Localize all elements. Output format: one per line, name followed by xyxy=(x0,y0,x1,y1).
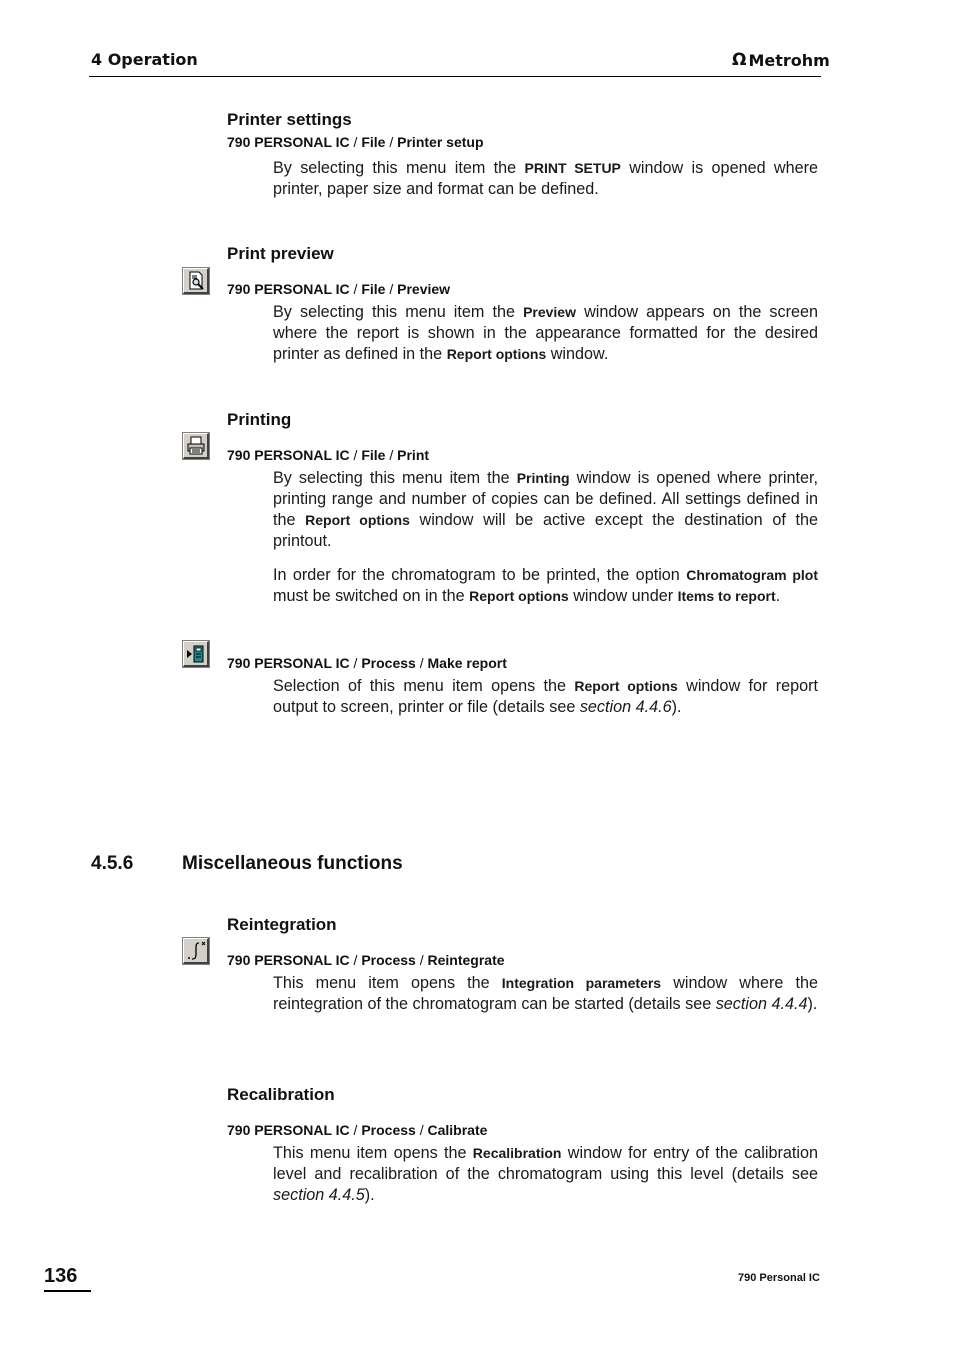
term-report-options: Report options xyxy=(305,512,410,528)
page-number-rule xyxy=(44,1290,91,1292)
term-chromatogram-plot: Chromatogram plot xyxy=(686,567,819,583)
print-preview-icon[interactable] xyxy=(183,268,209,294)
metrohm-logo xyxy=(732,50,830,70)
paragraph-recalibration: This menu item opens the Recalibration window for entry of the calibration level and recalibration of the chromatogram using this level (details see section 4.4.5). xyxy=(273,1144,818,1204)
term-items-to-report: Items to report xyxy=(677,588,776,604)
heading-recalibration: Recalibration xyxy=(227,1085,335,1104)
term-printing: Printing xyxy=(516,470,570,486)
menu-path-preview: 790 PERSONAL IC / File / Preview xyxy=(227,281,451,297)
paragraph-make-report: Selection of this menu item opens the Report options window for report output to screen, printer or file (details see section 4.4.6). xyxy=(273,677,818,716)
menu-path-make-report: 790 PERSONAL IC / Process / Make report xyxy=(227,655,507,671)
heading-print-preview: Print preview xyxy=(227,244,334,263)
page-number: 136 xyxy=(44,1265,78,1287)
section-reference: section 4.4.5 xyxy=(273,1186,365,1204)
section-reference: section 4.4.6 xyxy=(579,698,672,716)
menu-path-print: 790 PERSONAL IC / File / Print xyxy=(227,447,430,463)
menu-path-calibrate: 790 PERSONAL IC / Process / Calibrate xyxy=(227,1122,488,1138)
paragraph-printer-settings: By selecting this menu item the PRINT SETUP window is opened where printer, paper size and format can be defined. xyxy=(273,159,818,198)
paragraph-reintegration: This menu item opens the Integration parameters window where the reintegration of the chromatogram can be started (details see section 4.4.4). xyxy=(273,974,818,1013)
paragraph-print-preview: By selecting this menu item the Preview window appears on the screen where the report is shown in the appearance formatted for the desired printer as defined in the Report options window. xyxy=(273,303,818,363)
omega-logo-icon: Ω xyxy=(732,50,747,70)
header-rule xyxy=(89,76,821,77)
term-preview: Preview xyxy=(523,304,576,320)
running-header-chapter: 4 Operation xyxy=(91,50,198,69)
printer-icon[interactable] xyxy=(183,433,209,459)
footer-product-name: 790 Personal IC xyxy=(738,1272,820,1284)
logo-text: Metrohm xyxy=(748,50,830,70)
term-integration-parameters: Integration parameters xyxy=(501,975,662,991)
section-heading-miscellaneous: 4.5.6 Miscellaneous functions xyxy=(91,853,403,874)
term-report-options: Report options xyxy=(469,588,569,604)
paragraph-printing-2: In order for the chromatogram to be printed, the option Chromatogram plot must be switched on in the Report options window under Items to report. xyxy=(273,566,819,605)
term-report-options: Report options xyxy=(446,346,547,362)
make-report-icon[interactable] xyxy=(183,641,209,667)
menu-path-printer-setup: 790 PERSONAL IC / File / Printer setup xyxy=(227,134,484,150)
term-report-options: Report options xyxy=(574,678,678,694)
term-recalibration: Recalibration xyxy=(472,1145,562,1161)
paragraph-printing-1: By selecting this menu item the Printing window is opened where printer, printing range and number of copies can be defined. All settings defined in the Report options window will be active except the destination of the printout. xyxy=(273,469,818,550)
term-print-setup: PRINT SETUP xyxy=(524,160,621,176)
heading-printer-settings: Printer settings xyxy=(227,110,352,129)
heading-reintegration: Reintegration xyxy=(227,915,337,934)
menu-path-reintegrate: 790 PERSONAL IC / Process / Reintegrate xyxy=(227,952,505,968)
heading-printing: Printing xyxy=(227,410,292,429)
integral-icon[interactable] xyxy=(183,938,209,964)
section-reference: section 4.4.4 xyxy=(715,995,808,1013)
